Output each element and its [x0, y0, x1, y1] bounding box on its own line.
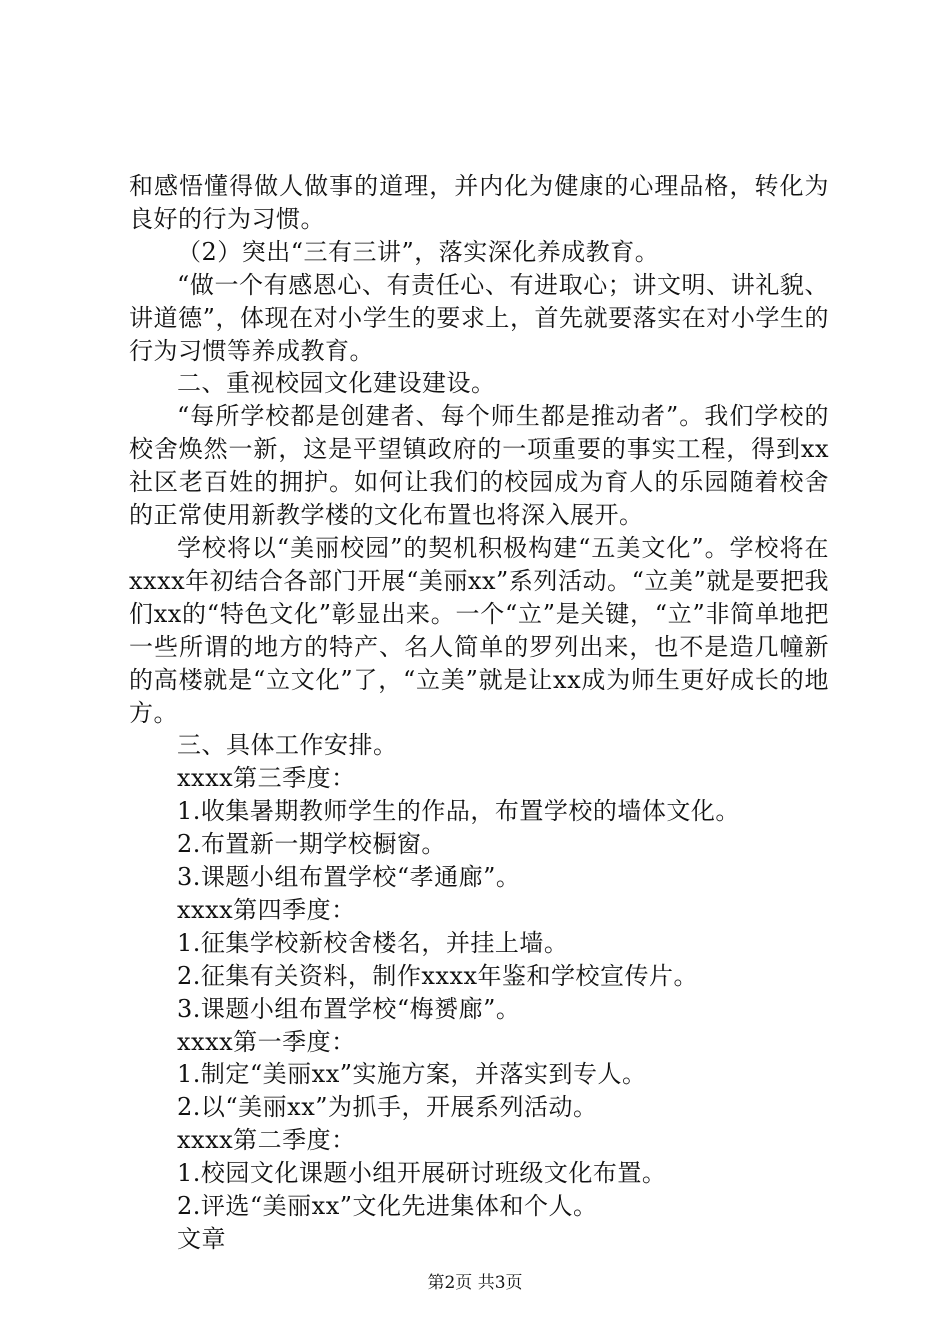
- list-item: 3.课题小组布置学校“孝通廊”。: [177, 863, 521, 892]
- paragraph: “做一个有感恩心、有责任心、有进取心；讲文明、讲礼貌、讲道德”，体现在对小学生的要求上，首先就要落实在对小学生的行为习惯等养成教育。: [129, 270, 829, 365]
- document-body: [129, 170, 829, 1256]
- list-item: 1.征集学校新校舍楼名，并挂上墙。: [177, 928, 569, 957]
- paragraph: （2）突出“三有三讲”，落实深化养成教育。: [177, 237, 660, 266]
- list-item: 2.征集有关资料，制作xxxx年鉴和学校宣传片。: [177, 961, 699, 990]
- list-item: 1.校园文化课题小组开展研讨班级文化布置。: [177, 1159, 667, 1188]
- section-heading: 三、具体工作安排。: [177, 731, 398, 760]
- page-number-footer: 第2页 共3页: [427, 1273, 523, 1293]
- list-item: 3.课题小组布置学校“梅赟廊”。: [177, 994, 521, 1023]
- list-item: 1.收集暑期教师学生的作品，布置学校的墙体文化。: [177, 797, 740, 826]
- section-heading: 二、重视校园文化建设建设。: [177, 369, 496, 398]
- quarter-heading: xxxx第一季度：: [177, 1027, 356, 1056]
- list-item: 2.评选“美丽xx”文化先进集体和个人。: [177, 1192, 598, 1221]
- list-item: 1.制定“美丽xx”实施方案，并落实到专人。: [177, 1060, 647, 1089]
- list-item: 2.以“美丽xx”为抓手，开展系列活动。: [177, 1093, 598, 1122]
- paragraph: 和感悟懂得做人做事的道理，并内化为健康的心理品格，转化为良好的行为习惯。: [129, 172, 829, 233]
- quarter-heading: xxxx第四季度：: [177, 895, 356, 924]
- list-item: 2.布置新一期学校橱窗。: [177, 830, 446, 859]
- paragraph: “每所学校都是创建者、每个师生都是推动者”。我们学校的校舍焕然一新，这是平望镇政府的一项重要的事实工程，得到xx社区老百姓的拥护。如何让我们的校园成为育人的乐园随着校舍的正常使用新教学楼的文化布置也将深入展开。: [129, 402, 829, 530]
- quarter-heading: xxxx第三季度：: [177, 764, 356, 793]
- trailing-text: 文章: [177, 1225, 226, 1253]
- quarter-heading: xxxx第二季度：: [177, 1126, 356, 1155]
- paragraph: 学校将以“美丽校园”的契机积极构建“五美文化”。学校将在xxxx年初结合各部门开展“美丽xx”系列活动。“立美”就是要把我们xx的“特色文化”彰显出来。一个“立”是关键，“立”非简单地把一些所谓的地方的特产、名人简单的罗列出来，也不是造几幢新的高楼就是“立文化”了，“立美”就是让xx成为师生更好成长的地方。: [129, 533, 829, 727]
